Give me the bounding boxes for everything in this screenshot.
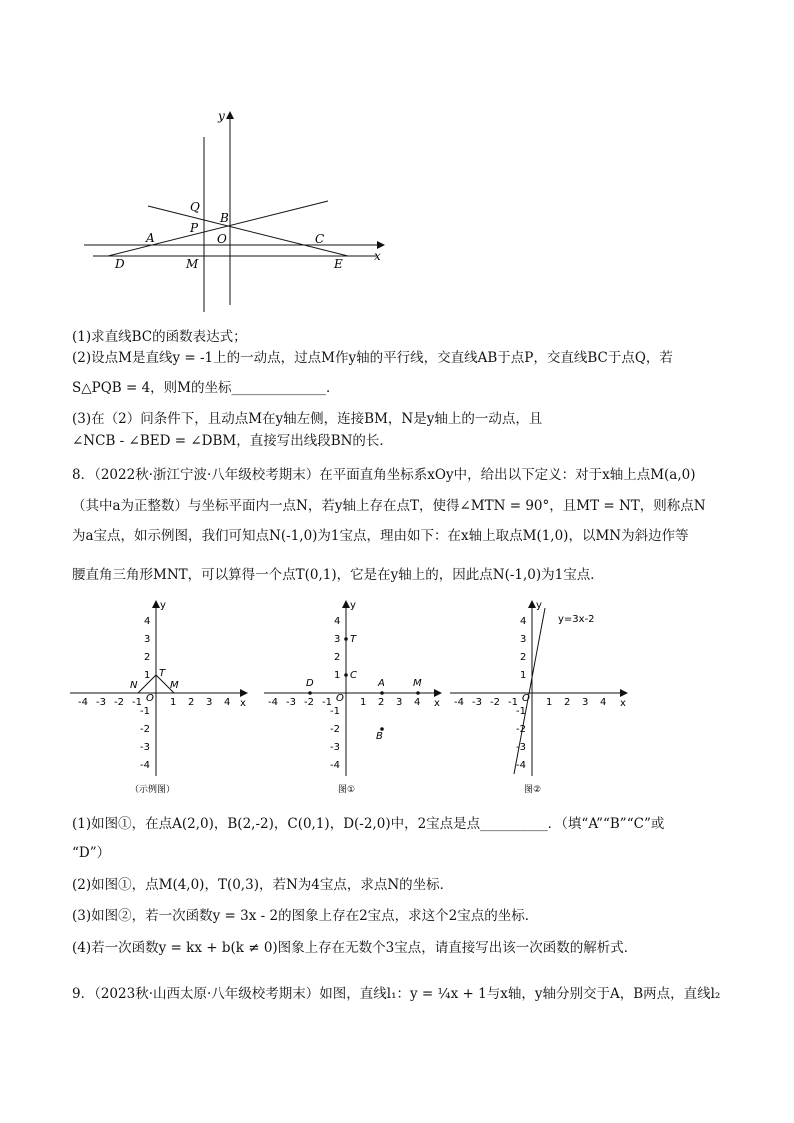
graph1-axis-y: y — [350, 600, 356, 611]
q8-part1: (1)如图①，在点A(2,0)，B(2,-2)，C(0,1)，D(-2,0)中，2宝点是点__________．（填“A”“B”“C”或 — [72, 816, 665, 832]
graph0-axis-y: y — [160, 600, 166, 611]
q8-part4: (4)若一次函数y = kx + b(k ≠ 0)图象上存在无数个3宝点，请直接写出该一次函数的解析式． — [72, 940, 638, 956]
q8-line1: 8．（2022秋·浙江宁波·八年级校考期末）在平面直角坐标系xOy中，给出以下定义：对于x轴上点M(a,0) — [72, 467, 696, 483]
graph1-caption: 图① — [338, 785, 356, 795]
q8-part1-cont: “D”） — [72, 845, 111, 861]
label-b: B — [220, 211, 229, 225]
graph-figure-1 — [262, 596, 447, 796]
svg-text:1: 1 — [520, 670, 527, 681]
svg-text:-3: -3 — [140, 742, 150, 753]
graph0-x-ticks — [78, 697, 230, 708]
graph0-caption: （示例图） — [130, 785, 176, 795]
svg-text:2: 2 — [378, 697, 385, 708]
svg-text:2: 2 — [334, 652, 341, 663]
svg-text:1: 1 — [360, 697, 367, 708]
svg-text:4: 4 — [520, 616, 527, 627]
graph2-caption: 图② — [524, 785, 542, 795]
svg-text:-4: -4 — [454, 697, 464, 708]
graph1-axis-x: x — [434, 698, 440, 709]
label-q: Q — [190, 200, 200, 214]
label-a: A — [146, 231, 155, 245]
svg-text:4: 4 — [224, 697, 231, 708]
svg-text:1: 1 — [546, 697, 553, 708]
svg-text:-3: -3 — [330, 742, 340, 753]
svg-text:-4: -4 — [516, 760, 526, 771]
q7-part2: (2)设点M是直线y = -1上的一动点，过点M作y轴的平行线，交直线AB于点P，交直线BC于点Q，若 — [72, 350, 673, 366]
svg-text:2: 2 — [188, 697, 195, 708]
svg-text:-3: -3 — [472, 697, 482, 708]
graph2-origin: O — [522, 693, 530, 704]
svg-text:-2: -2 — [114, 697, 124, 708]
svg-text:3: 3 — [334, 634, 341, 645]
line-bc — [148, 206, 348, 256]
graph0-axes — [70, 602, 246, 776]
graph-figure-2 — [448, 596, 633, 796]
svg-text:-4: -4 — [268, 697, 278, 708]
svg-text:2: 2 — [564, 697, 571, 708]
graph2-axes — [450, 602, 626, 776]
svg-text:1: 1 — [334, 670, 341, 681]
graph1-label-a: A — [378, 678, 385, 689]
graph1-label-d: D — [306, 678, 314, 689]
svg-text:2: 2 — [144, 652, 151, 663]
label-d: D — [115, 257, 125, 271]
label-o: O — [217, 232, 227, 246]
label-m: M — [186, 257, 199, 271]
svg-text:2: 2 — [520, 652, 527, 663]
graph2-line-label: y=3x-2 — [558, 614, 595, 625]
svg-text:-2: -2 — [140, 724, 150, 735]
graph1-label-t: T — [350, 634, 357, 645]
svg-text:-2: -2 — [516, 724, 526, 735]
svg-text:-4: -4 — [78, 697, 88, 708]
graph2-axis-y: y — [536, 600, 542, 611]
graph2-axis-x: x — [620, 698, 626, 709]
svg-text:1: 1 — [144, 670, 151, 681]
svg-text:-4: -4 — [330, 760, 340, 771]
q9-line1: 9．（2023秋·山西太原·八年级校考期末）如图，直线l₁：y = ¼x + 1与x轴，y轴分别交于A，B两点，直线l₂ — [72, 986, 721, 1002]
q8-line2: （其中a为正整数）与坐标平面内一点N，若y轴上存在点T，使得∠MTN = 90°，且MT = NT，则称点N — [72, 498, 706, 514]
svg-text:1: 1 — [170, 697, 177, 708]
graph1-axes — [264, 602, 440, 776]
svg-text:-2: -2 — [304, 697, 314, 708]
svg-text:-3: -3 — [286, 697, 296, 708]
label-p: P — [190, 221, 199, 235]
graph1-label-m: M — [413, 678, 422, 689]
svg-text:-1: -1 — [140, 706, 150, 717]
svg-text:4: 4 — [334, 616, 341, 627]
svg-text:-4: -4 — [140, 760, 150, 771]
graph1-label-b: B — [376, 731, 383, 742]
graph1-points — [308, 637, 420, 731]
svg-text:-1: -1 — [508, 697, 518, 708]
line-y-3x-2 — [514, 608, 545, 774]
svg-text:-2: -2 — [490, 697, 500, 708]
example-graph — [68, 596, 253, 796]
svg-text:-2: -2 — [330, 724, 340, 735]
q7-part3-cont: ∠NCB - ∠BED = ∠DBM，直接写出线段BN的长． — [72, 433, 393, 449]
svg-text:4: 4 — [144, 616, 151, 627]
svg-text:3: 3 — [582, 697, 589, 708]
line-ab — [108, 201, 328, 256]
label-e: E — [334, 257, 343, 271]
graph0-origin: O — [146, 693, 154, 704]
svg-text:-1: -1 — [132, 697, 142, 708]
q8-line4: 腰直角三角形MNT，可以算得一个点T(0,1)，它是在y轴上的，因此点N(-1,0)为1宝点． — [72, 567, 604, 583]
problem7-figure — [78, 105, 398, 320]
label-x: x — [374, 249, 381, 263]
svg-text:-3: -3 — [96, 697, 106, 708]
q7-part3: (3)在（2）问条件下，且动点M在y轴左侧，连接BM，N是y轴上的一动点，且 — [72, 411, 543, 427]
svg-text:4: 4 — [600, 697, 607, 708]
q8-part3: (3)如图②，若一次函数y = 3x - 2的图象上存在2宝点，求这个2宝点的坐标． — [72, 908, 539, 924]
q8-part2: (2)如图①，点M(4,0)，T(0,3)，若N为4宝点，求点N的坐标． — [72, 877, 454, 893]
svg-text:-1: -1 — [330, 706, 340, 717]
graph1-x-ticks — [268, 697, 420, 708]
svg-text:4: 4 — [414, 697, 421, 708]
svg-text:-1: -1 — [516, 706, 526, 717]
graph1-origin: O — [336, 693, 344, 704]
graph0-axis-x: x — [240, 698, 246, 709]
q8-line3: 为a宝点，如示例图，我们可知点N(-1,0)为1宝点，理由如下：在x轴上取点M(1,0)，以MN为斜边作等 — [72, 528, 689, 544]
graph2-x-ticks — [454, 697, 606, 708]
graph0-label-n: N — [130, 680, 138, 691]
svg-text:3: 3 — [396, 697, 403, 708]
graph0-label-m: M — [170, 680, 179, 691]
svg-text:3: 3 — [520, 634, 527, 645]
svg-text:3: 3 — [206, 697, 213, 708]
q7-part1: (1)求直线BC的函数表达式； — [72, 329, 247, 345]
label-y: y — [218, 109, 225, 123]
label-c: C — [315, 232, 325, 246]
svg-text:-1: -1 — [322, 697, 332, 708]
svg-text:-3: -3 — [516, 742, 526, 753]
graph1-label-c: C — [350, 670, 357, 681]
graph0-label-t: T — [159, 668, 166, 679]
q7-part2-cont: S△PQB = 4，则M的坐标______________． — [72, 380, 340, 396]
svg-text:3: 3 — [144, 634, 151, 645]
